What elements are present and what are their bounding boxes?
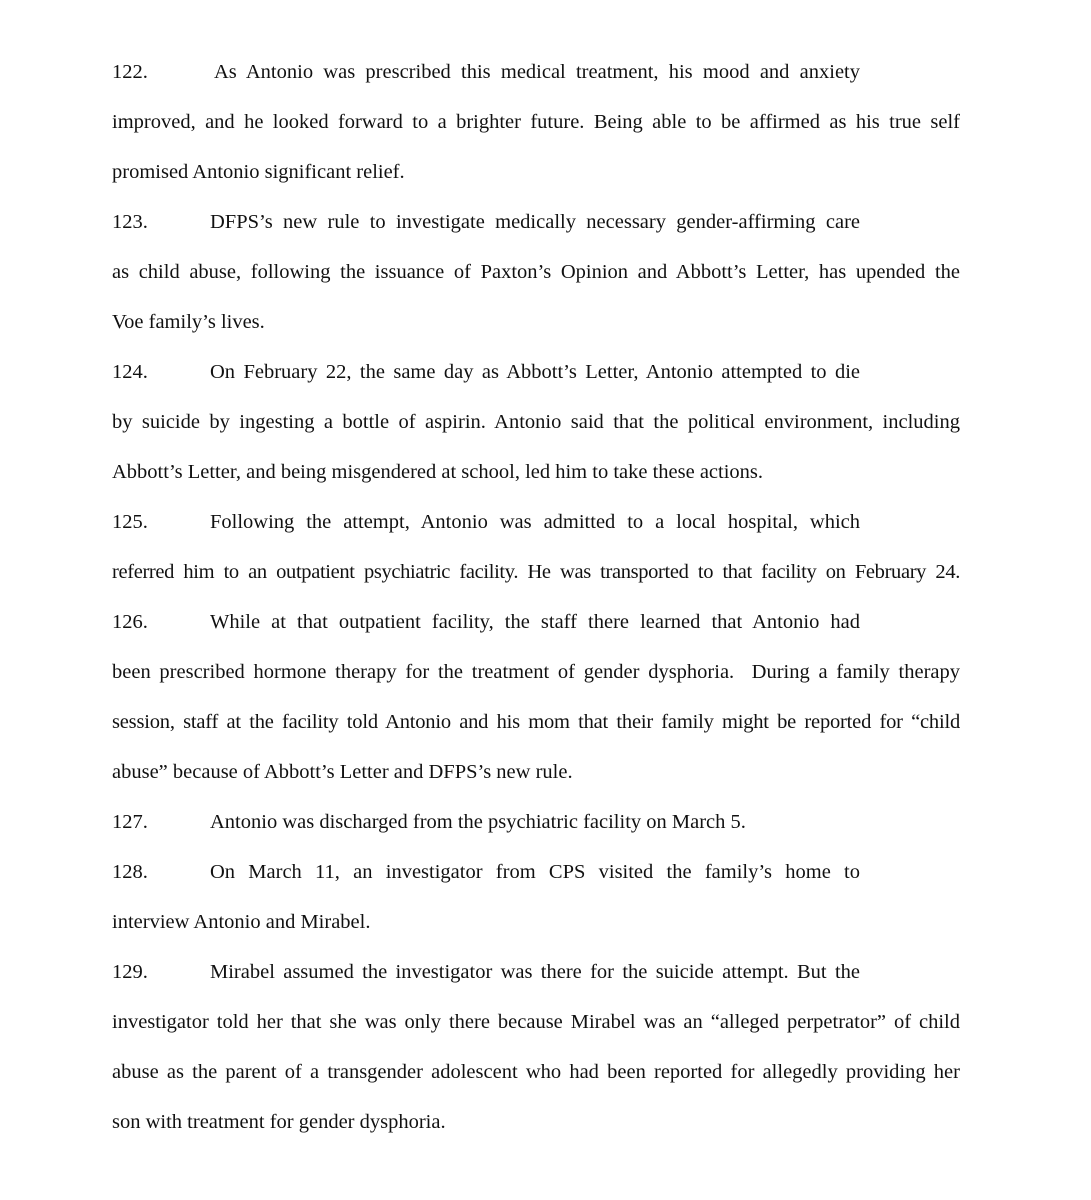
paragraph-first-line — [112, 497, 960, 547]
paragraph-line: as child abuse, following the issuance of Paxton’s Opinion and Abbott’s Letter, has upended the — [112, 261, 960, 283]
paragraph-125 — [112, 497, 960, 597]
paragraph-text: As Antonio was prescribed this medical treatment, his mood and anxiety — [214, 61, 860, 83]
paragraph-129 — [112, 947, 960, 1147]
paragraph-number: 126. — [112, 611, 148, 633]
paragraph-122 — [112, 47, 960, 197]
paragraph-first-line — [112, 847, 960, 897]
paragraph-line: Abbott’s Letter, and being misgendered at school, led him to take these actions. — [112, 461, 764, 483]
paragraph-line: referred him to an outpatient psychiatric facility. He was transported to that facility on February 24. — [112, 561, 960, 583]
paragraph-first-line — [112, 797, 960, 847]
paragraph-line: by suicide by ingesting a bottle of aspirin. Antonio said that the political environment, including — [112, 411, 960, 433]
paragraph-first-line — [112, 347, 960, 397]
paragraph-128 — [112, 847, 960, 947]
paragraph-line: improved, and he looked forward to a brighter future. Being able to be affirmed as his true self — [112, 111, 960, 133]
paragraph-number: 129. — [112, 961, 148, 983]
paragraph-number: 125. — [112, 511, 148, 533]
paragraph-text: DFPS’s new rule to investigate medically necessary gender-affirming care — [210, 211, 860, 233]
paragraph-line: Voe family’s lives. — [112, 311, 265, 333]
paragraph-124 — [112, 347, 960, 497]
paragraph-123 — [112, 197, 960, 347]
paragraph-line: interview Antonio and Mirabel. — [112, 911, 371, 933]
paragraph-number: 122. — [112, 61, 148, 83]
paragraph-number: 127. — [112, 811, 148, 833]
paragraph-text: On March 11, an investigator from CPS visited the family’s home to — [210, 861, 860, 883]
paragraph-text: Antonio was discharged from the psychiatric facility on March 5. — [210, 811, 746, 833]
paragraph-number: 124. — [112, 361, 148, 383]
paragraph-first-line — [112, 197, 960, 247]
paragraph-126 — [112, 597, 960, 797]
paragraph-text: While at that outpatient facility, the staff there learned that Antonio had — [210, 611, 860, 633]
paragraph-text: Mirabel assumed the investigator was there for the suicide attempt. But the — [210, 961, 860, 983]
paragraph-number: 123. — [112, 211, 148, 233]
paragraph-line: session, staff at the facility told Antonio and his mom that their family might be reported for “child — [112, 711, 960, 733]
paragraph-line: abuse” because of Abbott’s Letter and DFPS’s new rule. — [112, 761, 573, 783]
paragraph-number: 128. — [112, 861, 148, 883]
paragraph-first-line — [112, 47, 960, 97]
paragraph-first-line — [112, 947, 960, 997]
paragraph-line: investigator told her that she was only there because Mirabel was an “alleged perpetrator” of child — [112, 1011, 960, 1033]
paragraph-line: son with treatment for gender dysphoria. — [112, 1111, 446, 1133]
paragraph-text: On February 22, the same day as Abbott’s Letter, Antonio attempted to die — [210, 361, 860, 383]
paragraph-line: promised Antonio significant relief. — [112, 161, 405, 183]
paragraph-text: Following the attempt, Antonio was admitted to a local hospital, which — [210, 511, 860, 533]
paragraph-line: abuse as the parent of a transgender adolescent who had been reported for allegedly providing her — [112, 1061, 960, 1083]
paragraph-127 — [112, 797, 960, 847]
paragraph-first-line — [112, 597, 960, 647]
paragraph-line: been prescribed hormone therapy for the treatment of gender dysphoria. During a family therapy — [112, 661, 960, 683]
